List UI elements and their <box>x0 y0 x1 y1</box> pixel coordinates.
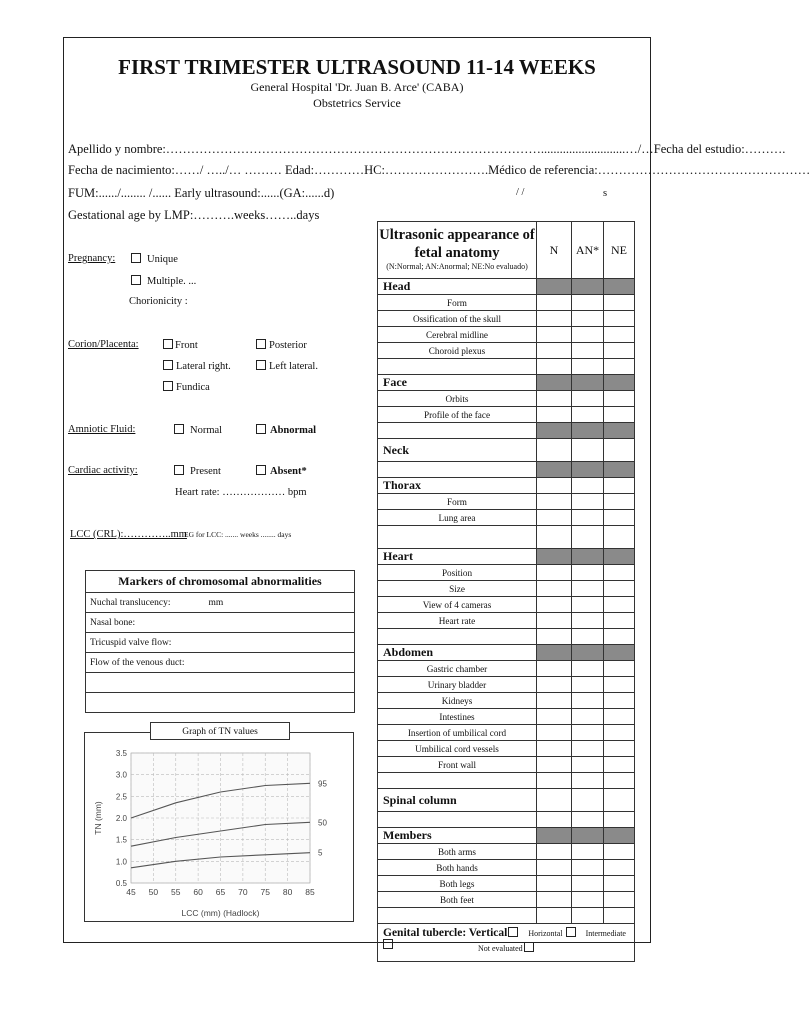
y-tick-label: 3.0 <box>115 770 127 780</box>
x-tick-label: 65 <box>215 887 226 897</box>
anatomy-item: Lung area <box>378 510 537 526</box>
markers-table <box>85 570 355 713</box>
series-label-95: 95 <box>318 779 327 789</box>
lcc-line[interactable]: LCC (CRL):…………..mm <box>70 529 187 540</box>
anatomy-item: Both feet <box>378 892 537 908</box>
chorionicity-label: Chorionicity : <box>129 296 188 307</box>
anatomy-item: Form <box>378 494 537 510</box>
series-label-5: 5 <box>318 848 323 858</box>
checkbox-icon[interactable] <box>131 253 141 263</box>
checkbox-icon[interactable] <box>174 424 184 434</box>
amniotic-fluid-label: Amniotic Fluid: <box>68 424 136 435</box>
placenta-front-option[interactable]: Front <box>163 339 198 351</box>
cardiac-absent-option[interactable]: Absent* <box>256 465 307 477</box>
genital-tubercle-label: Genital tubercle: Vertical <box>383 927 508 939</box>
tn-chart <box>85 733 353 921</box>
genital-not-evaluated-option[interactable]: Not evaluated <box>478 942 540 953</box>
section-thorax: Thorax <box>378 478 537 494</box>
graph-title: Graph of TN values <box>150 722 290 740</box>
x-tick-label: 70 <box>238 887 248 897</box>
checkbox-icon[interactable] <box>163 381 173 391</box>
patient-name-line[interactable]: Apellido y nombre:………………………………………………………………………………...........................…/…Fecha del estudio:………. <box>68 142 786 156</box>
amniotic-normal-option[interactable]: Normal <box>174 424 222 436</box>
section-spinal-column: Spinal column <box>378 789 537 812</box>
x-tick-label: 85 <box>305 887 315 897</box>
checkbox-icon[interactable] <box>163 360 173 370</box>
col-n: N <box>537 222 572 279</box>
anatomy-item: Gastric chamber <box>378 661 537 677</box>
anatomy-item: Cerebral midline <box>378 327 537 343</box>
x-tick-label: 50 <box>148 887 159 897</box>
anatomy-item: Umbilical cord vessels <box>378 741 537 757</box>
anatomy-item: Size <box>378 581 537 597</box>
col-ne: NE <box>604 222 635 279</box>
checkbox-icon[interactable] <box>508 927 518 937</box>
pregnancy-unique-option[interactable]: Unique <box>131 253 178 265</box>
anatomy-item: Kidneys <box>378 693 537 709</box>
y-tick-label: 1.5 <box>115 835 127 845</box>
eg-for-lcc-line[interactable]: EG for LCC: ....... weeks ........ days <box>184 530 292 539</box>
anatomy-item: Urinary bladder <box>378 677 537 693</box>
fetal-anatomy-table <box>377 221 635 962</box>
placenta-posterior-option[interactable]: Posterior <box>256 339 307 351</box>
cardiac-activity-label: Cardiac activity: <box>68 465 138 476</box>
genital-tubercle-row: Genital tubercle: Vertical Horizontal Intermediate Not evaluated <box>378 924 635 962</box>
anatomy-item: Position <box>378 565 537 581</box>
y-tick-label: 2.0 <box>115 814 127 823</box>
y-tick-label: 1.0 <box>115 857 127 867</box>
service-name: Obstetrics Service <box>313 96 401 110</box>
form-title: FIRST TRIMESTER ULTRASOUND 11-14 WEEKS <box>118 55 596 79</box>
anatomy-item: Both hands <box>378 860 537 876</box>
series-label-50: 50 <box>318 818 327 828</box>
anatomy-item: Ossification of the skull <box>378 311 537 327</box>
anatomy-item: Profile of the face <box>378 407 537 423</box>
amniotic-abnormal-option[interactable]: Abnormal <box>256 424 316 436</box>
marker-row[interactable]: Nasal bone: <box>86 613 355 633</box>
checkbox-icon[interactable] <box>566 927 576 937</box>
x-tick-label: 80 <box>282 887 293 897</box>
y-tick-label: 3.5 <box>115 749 127 758</box>
marker-row[interactable]: Nuchal translucency: mm <box>86 593 355 613</box>
tn-graph-box <box>84 732 354 922</box>
pregnancy-multiple-option[interactable]: Multiple. ... <box>131 275 196 287</box>
fum-s-mark: s <box>603 188 608 199</box>
placenta-left-lateral-option[interactable]: Left lateral. <box>256 360 318 372</box>
anatomy-item: Intestines <box>378 709 537 725</box>
pregnancy-label: Pregnancy: <box>68 253 116 264</box>
checkbox-icon[interactable] <box>163 339 173 349</box>
anatomy-title: Ultrasonic appearance of fetal anatomy (N:Normal; AN:Anormal; NE:No evaluado) <box>378 222 537 279</box>
anatomy-item: Form <box>378 295 537 311</box>
checkbox-icon[interactable] <box>174 465 184 475</box>
y-axis-label: TN (mm) <box>93 801 103 835</box>
cardiac-present-option[interactable]: Present <box>174 465 221 477</box>
marker-row[interactable] <box>86 673 355 693</box>
section-members: Members <box>378 828 537 844</box>
section-abdomen: Abdomen <box>378 645 537 661</box>
birth-date-line[interactable]: Fecha de nacimiento:……/ …../… ……… Edad:…………HC:…………………….Médico de referencia:…………………………………………… <box>68 163 810 177</box>
marker-row[interactable] <box>86 693 355 713</box>
marker-row[interactable]: Flow of the venous duct: <box>86 653 355 673</box>
checkbox-icon[interactable] <box>524 942 534 952</box>
x-tick-label: 55 <box>171 887 181 897</box>
x-axis-label: LCC (mm) (Hadlock) <box>181 908 260 918</box>
anatomy-item: Heart rate <box>378 613 537 629</box>
anatomy-item: Both arms <box>378 844 537 860</box>
section-face: Face <box>378 375 537 391</box>
checkbox-icon[interactable] <box>256 339 266 349</box>
ga-lmp-line[interactable]: Gestational age by LMP:……….weeks……..days <box>68 208 320 222</box>
anatomy-item: Both legs <box>378 876 537 892</box>
anatomy-item: Choroid plexus <box>378 343 537 359</box>
y-tick-label: 0.5 <box>115 879 127 888</box>
fum-date-slashes: / / <box>516 187 525 198</box>
x-tick-label: 75 <box>260 887 270 897</box>
placenta-label: Corion/Placenta: <box>68 339 139 350</box>
placenta-lateral-right-option[interactable]: Lateral right. <box>163 360 231 372</box>
anatomy-item: View of 4 cameras <box>378 597 537 613</box>
x-tick-label: 60 <box>193 887 203 897</box>
heart-rate-line[interactable]: Heart rate: ……………… bpm <box>175 487 307 498</box>
section-head: Head <box>378 279 537 295</box>
col-an: AN* <box>572 222 604 279</box>
checkbox-icon[interactable] <box>256 465 266 475</box>
hospital-name: General Hospital 'Dr. Juan B. Arce' (CABA) <box>250 80 464 94</box>
checkbox-icon[interactable] <box>383 939 393 949</box>
placenta-fundica-option[interactable]: Fundica <box>163 381 210 393</box>
marker-row[interactable]: Tricuspid valve flow: <box>86 633 355 653</box>
anatomy-legend: (N:Normal; AN:Anormal; NE:No evaluado) <box>386 262 528 271</box>
fum-line[interactable]: FUM:....../........ /...... Early ultrasound:......(GA:......d) <box>68 186 335 200</box>
markers-title: Markers of chromosomal abnormalities <box>86 571 355 593</box>
section-neck: Neck <box>378 439 537 462</box>
y-tick-label: 2.5 <box>115 792 127 802</box>
anatomy-item: Insertion of umbilical cord <box>378 725 537 741</box>
anatomy-item: Front wall <box>378 757 537 773</box>
checkbox-icon[interactable] <box>256 424 266 434</box>
checkbox-icon[interactable] <box>256 360 266 370</box>
anatomy-item: Orbits <box>378 391 537 407</box>
section-heart: Heart <box>378 549 537 565</box>
x-tick-label: 45 <box>126 887 136 897</box>
checkbox-icon[interactable] <box>131 275 141 285</box>
